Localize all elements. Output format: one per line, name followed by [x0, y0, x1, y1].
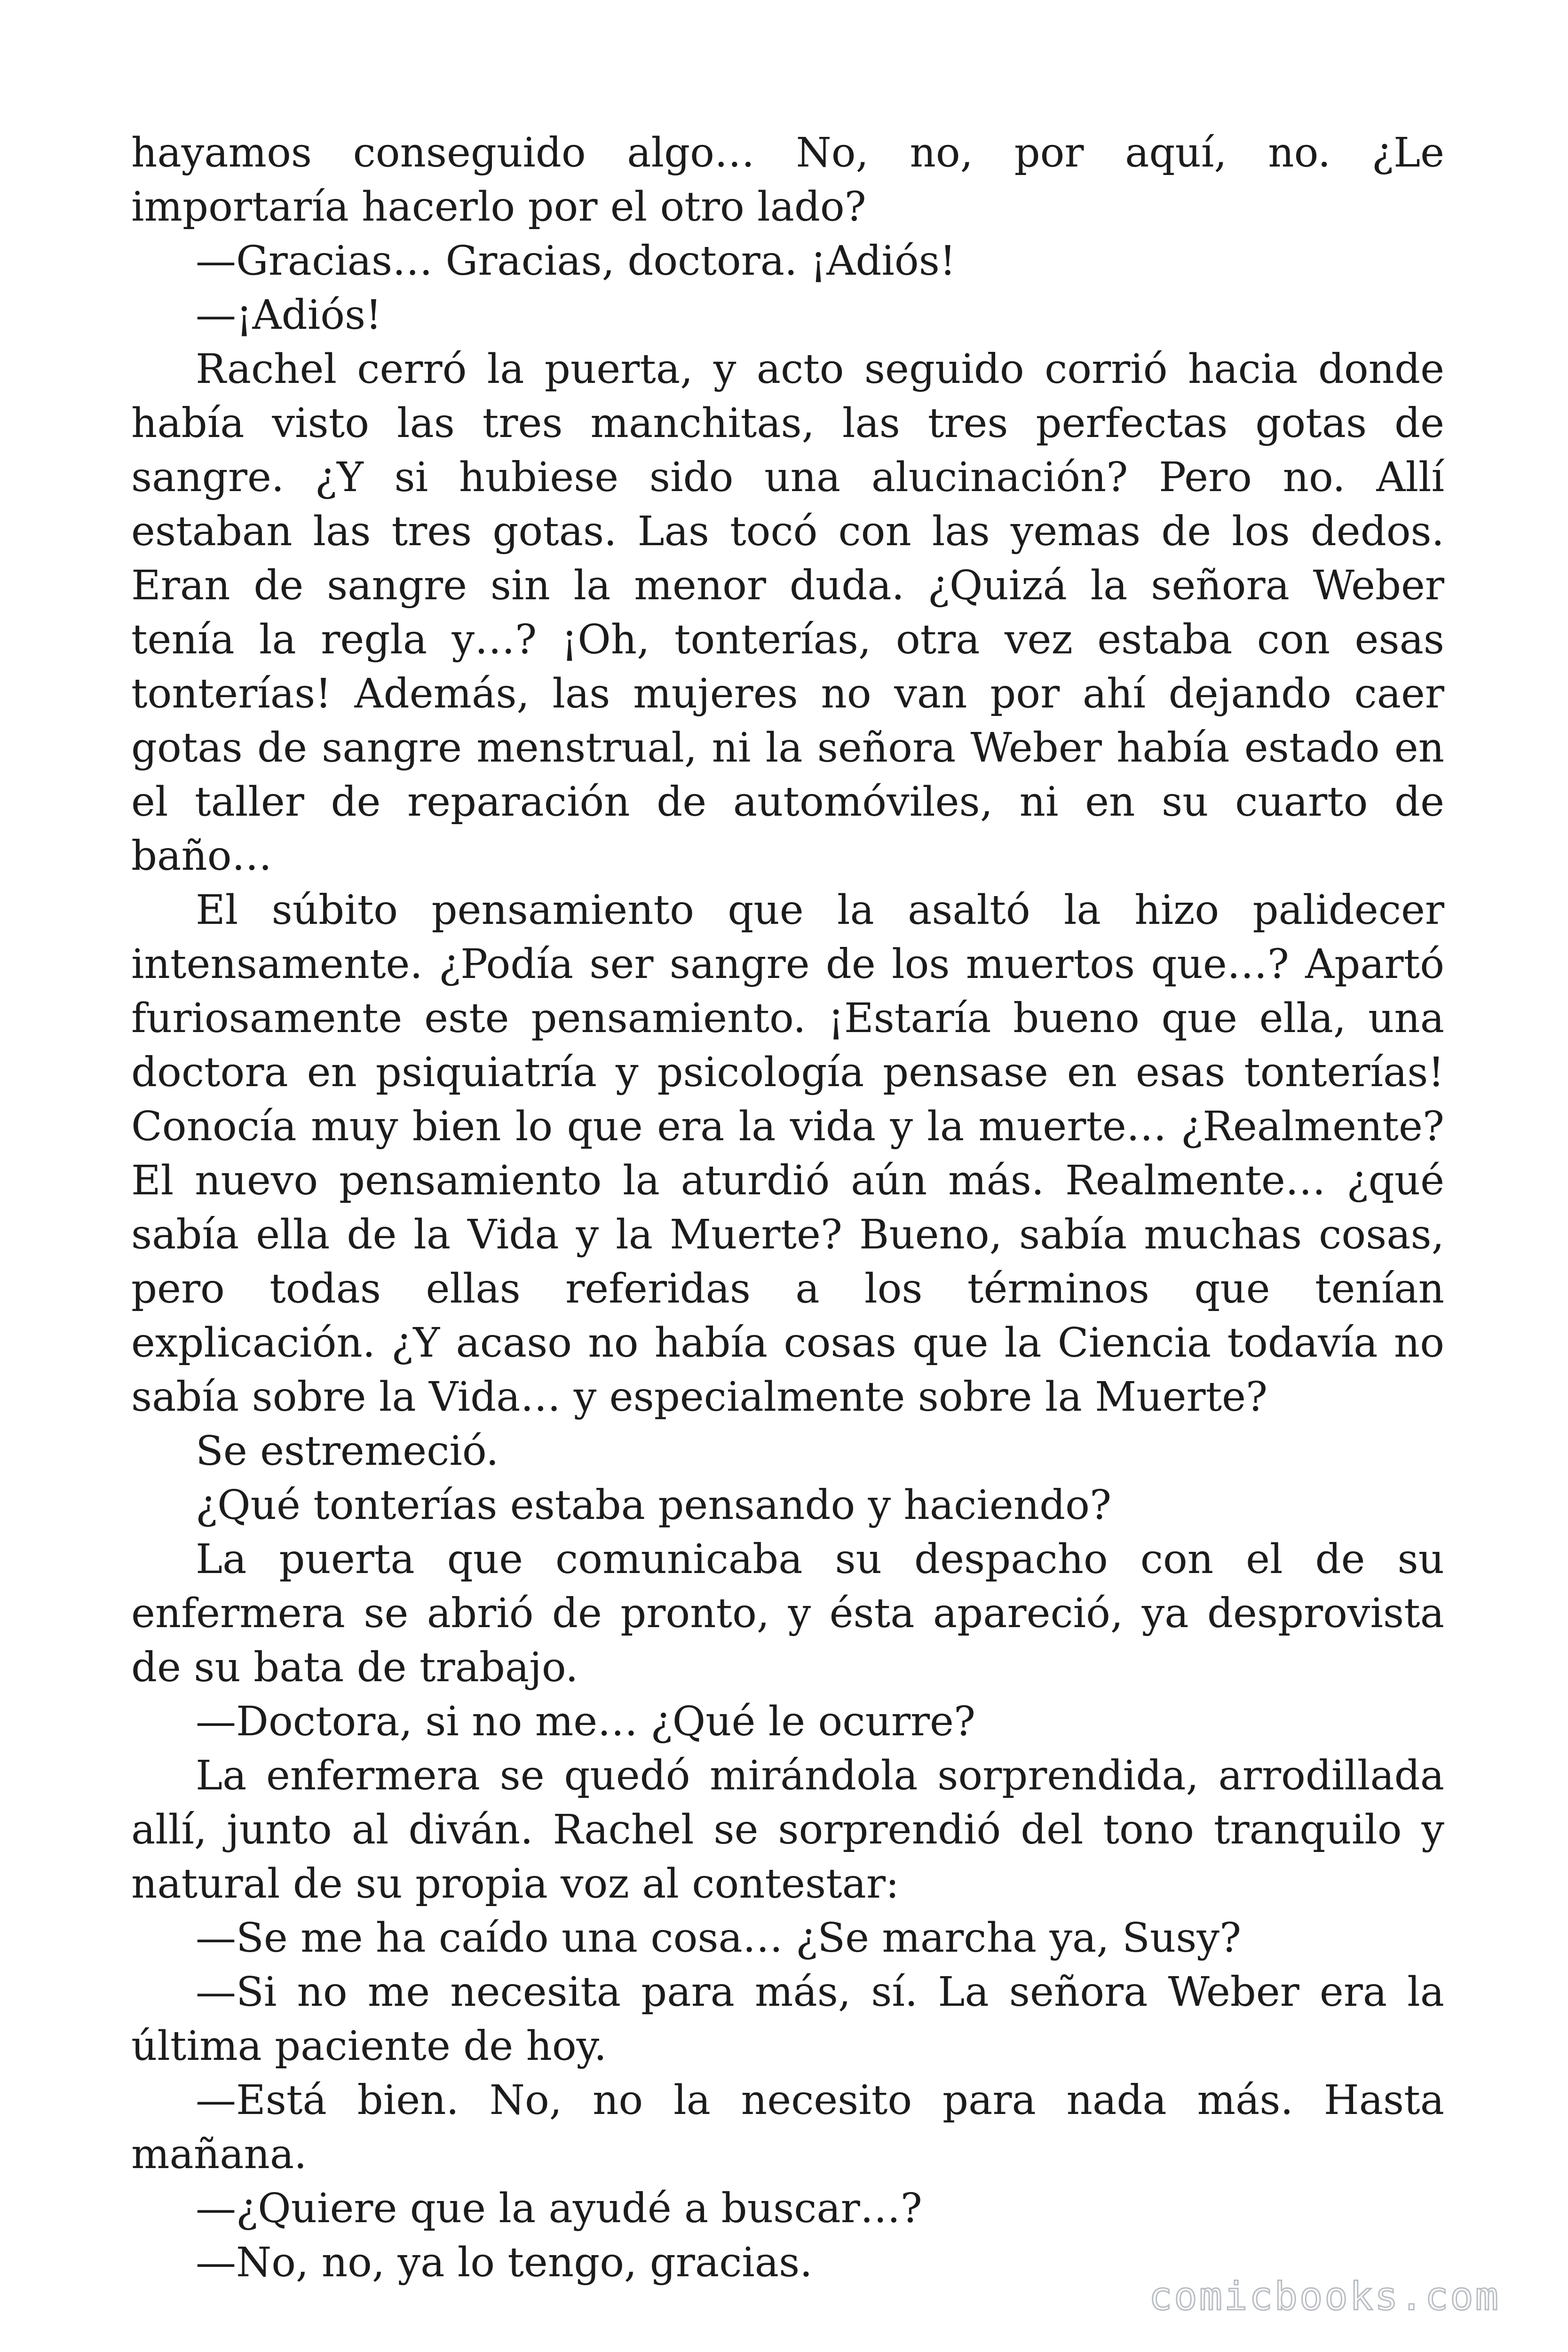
paragraph-9: —Doctora, si no me… ¿Qué le ocurre?: [196, 1698, 976, 1745]
paragraph-5: El súbito pensamiento que la asaltó la hizo palidecer intensamente. ¿Podía ser sangre de los muertos que…? Apartó furiosamente este pensamiento. ¡Estaría bueno que ella, una doctora en psiquiatría y psicología pensase en esas tonterías! Conocía muy bien lo que era la vida y la muerte… ¿Realmente? El nuevo pensamiento la aturdió aún más. Realmente… ¿qué sabía ella de la Vida y la Muerte? Bueno, sabía muchas cosas, pero todas ellas referidas a los términos que tenían explicación. ¿Y acaso no había cosas que la Ciencia todavía no sabía sobre la Vida… y especialmente sobre la Muerte?: [131, 887, 1444, 1421]
page-body-text: [131, 126, 1444, 2290]
paragraph-3: —¡Adiós!: [196, 292, 382, 339]
paragraph-10: La enfermera se quedó mirándola sorprendida, arrodillada allí, junto al diván. Rachel se sorprendió del tono tranquilo y natural de su propia voz al contestar:: [131, 1752, 1444, 1907]
paragraph-11: —Se me ha caído una cosa… ¿Se marcha ya, Susy?: [196, 1915, 1242, 1962]
paragraph-12: —Si no me necesita para más, sí. La señora Weber era la última paciente de hoy.: [131, 1969, 1444, 2070]
paragraph-8: La puerta que comunicaba su despacho con el de su enfermera se abrió de pronto, y ésta apareció, ya desprovista de su bata de trabajo.: [131, 1536, 1444, 1691]
paragraph-14: —¿Quiere que la ayudé a buscar…?: [196, 2185, 922, 2232]
paragraph-13: —Está bien. No, no la necesito para nada más. Hasta mañana.: [131, 2077, 1444, 2178]
paragraph-7: ¿Qué tonterías estaba pensando y haciendo?: [196, 1482, 1112, 1529]
paragraph-6: Se estremeció.: [196, 1428, 499, 1475]
site-watermark: comicbooks.com: [1148, 2274, 1500, 2319]
paragraph-2: —Gracias… Gracias, doctora. ¡Adiós!: [196, 238, 956, 285]
paragraph-15: —No, no, ya lo tengo, gracias.: [196, 2239, 813, 2286]
paragraph-1: hayamos conseguido algo… No, no, por aquí, no. ¿Le importaría hacerlo por el otro lado?: [131, 129, 1444, 230]
paragraph-4: Rachel cerró la puerta, y acto seguido corrió hacia donde había visto las tres manchitas, las tres perfectas gotas de sangre. ¿Y si hubiese sido una alucinación? Pero no. Allí estaban las tres gotas. Las tocó con las yemas de los dedos. Eran de sangre sin la menor duda. ¿Quizá la señora Weber tenía la regla y…? ¡Oh, tonterías, otra vez estaba con esas tonterías! Además, las mujeres no van por ahí dejando caer gotas de sangre menstrual, ni la señora Weber había estado en el taller de reparación de automóviles, ni en su cuarto de baño…: [131, 346, 1444, 880]
